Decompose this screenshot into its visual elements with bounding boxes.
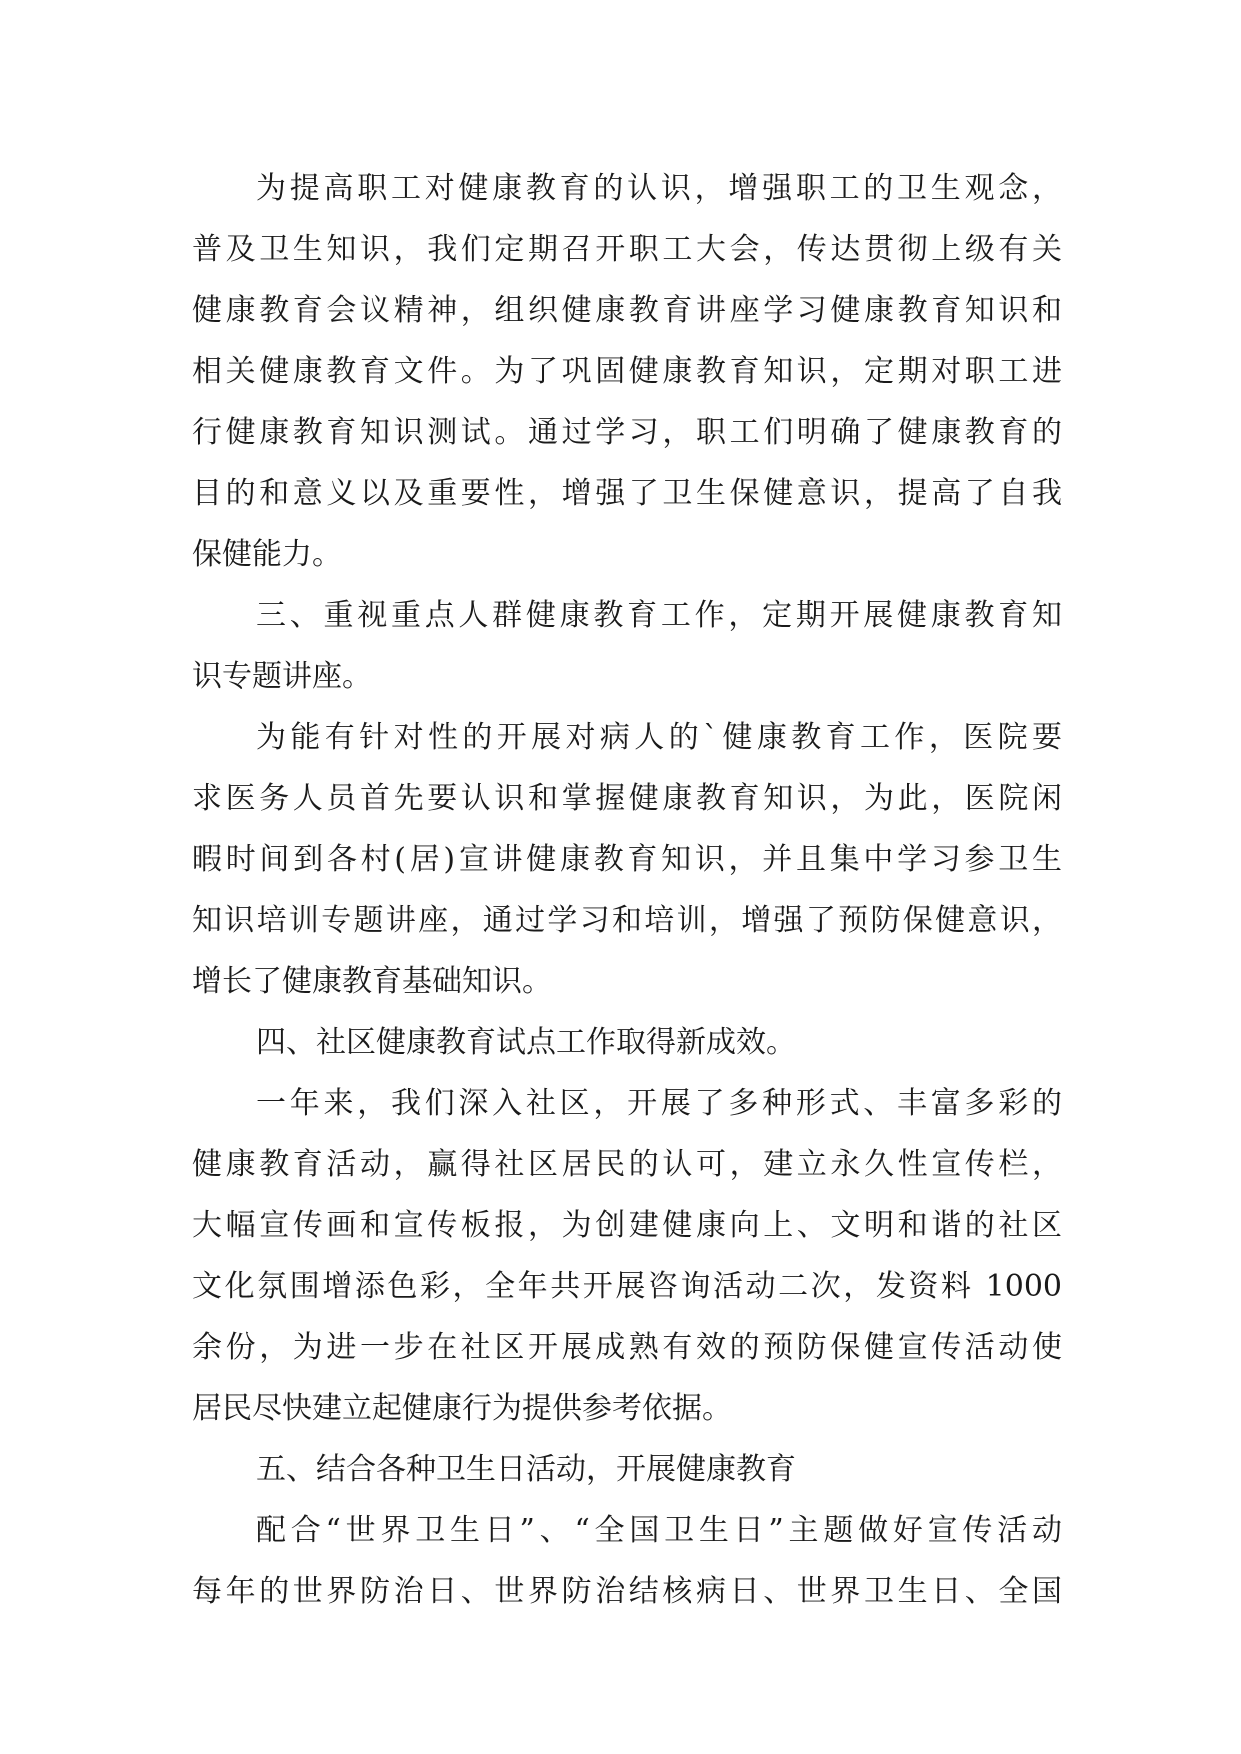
text-line: 居民尽快建立起健康行为提供参考依据。: [192, 1391, 732, 1426]
text-line: 配合“世界卫生日”、“全国卫生日”主题做好宣传活动: [256, 1513, 1062, 1548]
text-line: 行健康教育知识测试。通过学习，职工们明确了健康教育的: [192, 415, 1062, 450]
text-line: 知识培训专题讲座，通过学习和培训，增强了预防保健意识，: [192, 903, 1062, 938]
section-heading: 四、社区健康教育试点工作取得新成效。: [256, 1025, 796, 1060]
section-heading: 五、结合各种卫生日活动，开展健康教育: [256, 1452, 796, 1487]
text-line: 每年的世界防治日、世界防治结核病日、世界卫生日、全国: [192, 1574, 1062, 1609]
section-heading: 识专题讲座。: [192, 659, 372, 694]
text-line: 健康教育活动，赢得社区居民的认可，建立永久性宣传栏，: [192, 1147, 1062, 1182]
text-line: 健康教育会议精神，组织健康教育讲座学习健康教育知识和: [192, 293, 1062, 328]
text-line: 暇时间到各村(居)宣讲健康教育知识，并且集中学习参卫生: [192, 842, 1062, 877]
text-line: 文化氛围增添色彩，全年共开展咨询活动二次，发资料 1000: [192, 1269, 1062, 1304]
text-line: 余份，为进一步在社区开展成熟有效的预防保健宣传活动使: [192, 1330, 1062, 1365]
text-line: 大幅宣传画和宣传板报，为创建健康向上、文明和谐的社区: [192, 1208, 1062, 1243]
text-line: 普及卫生知识，我们定期召开职工大会，传达贯彻上级有关: [192, 232, 1062, 267]
text-line: 一年来，我们深入社区，开展了多种形式、丰富多彩的: [256, 1086, 1062, 1121]
text-line: 保健能力。: [192, 537, 342, 572]
text-line: 增长了健康教育基础知识。: [192, 964, 552, 999]
text-line: 相关健康教育文件。为了巩固健康教育知识，定期对职工进: [192, 354, 1062, 389]
document-body: [192, 158, 1062, 1622]
text-line: 为提高职工对健康教育的认识，增强职工的卫生观念，: [256, 171, 1062, 206]
text-line: 为能有针对性的开展对病人的`健康教育工作，医院要: [256, 720, 1062, 755]
section-heading: 三、重视重点人群健康教育工作，定期开展健康教育知: [256, 598, 1062, 633]
text-line: 求医务人员首先要认识和掌握健康教育知识，为此，医院闲: [192, 781, 1062, 816]
text-line: 目的和意义以及重要性，增强了卫生保健意识，提高了自我: [192, 476, 1062, 511]
